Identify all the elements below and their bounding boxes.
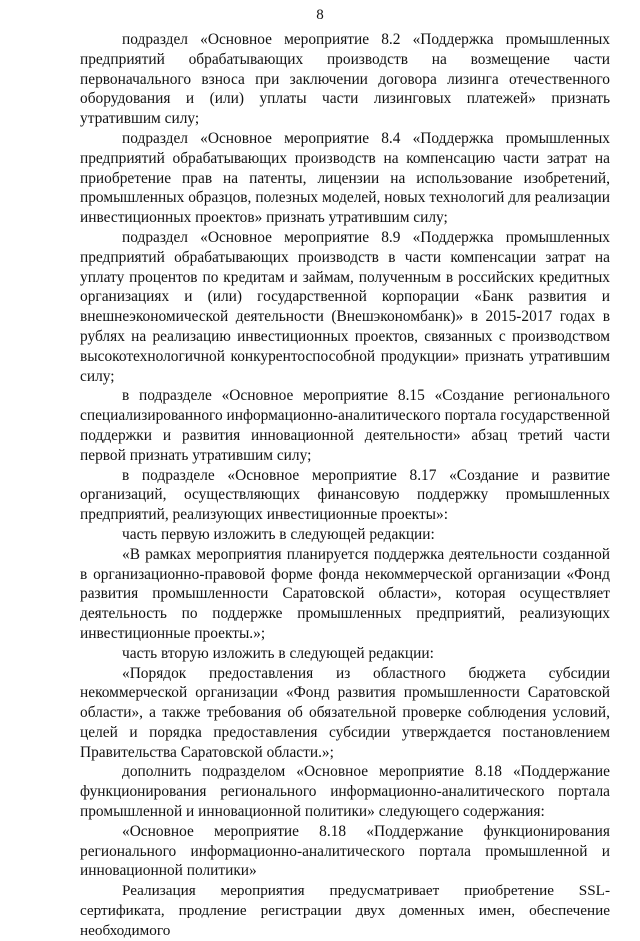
paragraph-implementation: Реализация мероприятия предусматривает приобретение SSL-сертификата, продление регистрации двух доменных имен, обеспечение необходимого — [80, 882, 610, 939]
paragraph-part-two-intro: часть вторую изложить в следующей редакции: — [122, 644, 434, 662]
paragraph-subsection-8-18-heading: «Основное мероприятие 8.18 «Поддержание функционирования регионального информационно-аналитического портала промышленной и инновационной политики» — [80, 822, 610, 880]
document-body — [80, 30, 610, 941]
paragraph-subsection-8-15: в подразделе «Основное мероприятие 8.15 «Создание регионального специализированного информационно-аналитического портала государственной поддержки и развития инновационной деятельности» абзац третий части первой признать утратившим силу; — [80, 387, 610, 464]
paragraph-subsection-8-17: в подразделе «Основное мероприятие 8.17 «Создание и развитие организаций, осуществляющих финансовую поддержку промышленных предприятий, реализующих инвестиционные проекты»: — [80, 466, 610, 524]
paragraph-add-subsection-8-18: дополнить подразделом «Основное мероприятие 8.18 «Поддержание функционирования регионального информационно-аналитического портала промышленной и инновационной политики» следующего содержания: — [80, 763, 610, 821]
paragraph-part-two-text: «Порядок предоставления из областного бюджета субсидии некоммерческой организации «Фонд развития промышленности Саратовской области», а также требования об обязательной проверке соблюдения условий, целей и порядка предоставления субсидии утверждается постановлением Правительства Саратовской области.»; — [80, 664, 610, 761]
paragraph-subsection-8-9: подраздел «Основное мероприятие 8.9 «Поддержка промышленных предприятий обрабатывающих производств в части компенсации затрат на уплату процентов по кредитам и займам, полученным в российских кредитных организациях и (или) государственной корпорации «Банк развития и внешнеэкономической деятельности (Внешэкономбанк)» в 2015-2017 годах в рублях на реализацию инвестиционных проектов, связанных с производством высокотехнологичной конкурентоспособной продукции» признать утратившим силу; — [80, 228, 610, 385]
paragraph-subsection-8-2: подраздел «Основное мероприятие 8.2 «Поддержка промышленных предприятий обрабатывающих производств на возмещение части первоначального взноса при заключении договора лизинга отечественного оборудования и (или) уплаты части лизинговых платежей» признать утратившим силу; — [80, 31, 610, 128]
paragraph-part-one-text: «В рамках мероприятия планируется поддержка деятельности созданной в организационно-правовой форме фонда некоммерческой организации «Фонд развития промышленности Саратовской области», которая осуществляет деятельность по поддержке промышленных предприятий, реализующих инвестиционные проекты.»; — [80, 545, 610, 642]
page-number: 8 — [316, 7, 324, 23]
paragraph-part-one-intro: часть первую изложить в следующей редакции: — [122, 525, 435, 543]
paragraph-subsection-8-4: подраздел «Основное мероприятие 8.4 «Поддержка промышленных предприятий обрабатывающих производств на компенсацию части затрат на приобретение прав на патенты, лицензии на использование изобретений, промышленных образцов, полезных моделей, новых технологий для реализации инвестиционных проектов» признать утратившим силу; — [80, 129, 610, 227]
